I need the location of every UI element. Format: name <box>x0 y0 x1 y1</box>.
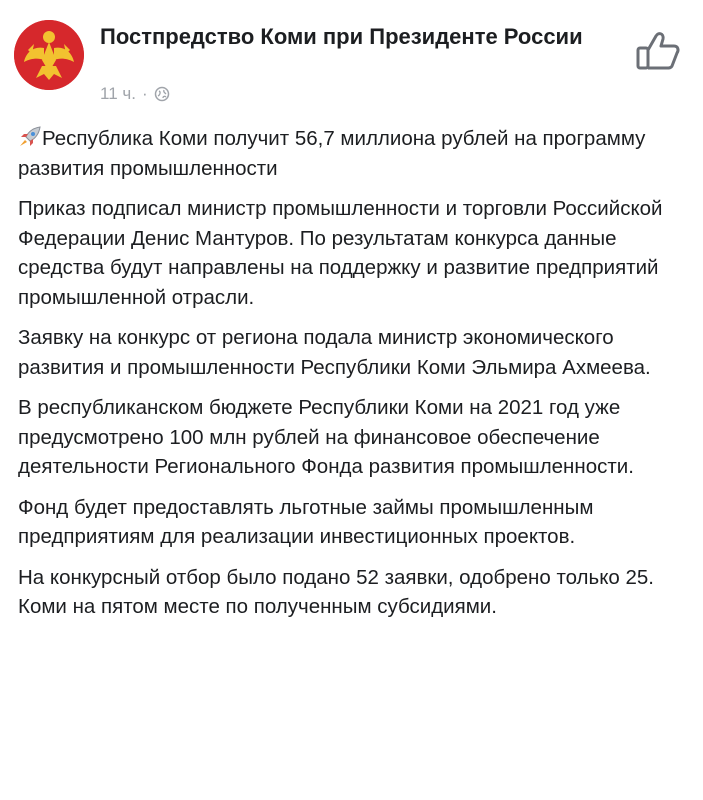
komi-emblem-icon <box>14 20 84 90</box>
like-button[interactable] <box>634 28 682 72</box>
post-time[interactable]: 11 ч. <box>100 84 136 103</box>
post-paragraph: Фонд будет предоставлять льготные займы промышленным предприятиям для реализации инвестиционных проектов. <box>18 495 594 548</box>
headline-text: Республика Коми получит 56,7 миллиона рублей на программу развития промышленности <box>18 127 646 180</box>
post-body <box>18 124 690 633</box>
page-avatar[interactable] <box>14 20 84 90</box>
post-paragraph: В республиканском бюджете Республики Коми на 2021 год уже предусмотрено 100 млн рублей на финансовое обеспечение деятельности Регионального Фонда развития промышленности. <box>18 396 634 478</box>
meta-separator: · <box>141 84 148 103</box>
globe-icon <box>154 86 170 102</box>
thumbs-up-outline-icon <box>634 28 682 72</box>
post-paragraph <box>18 124 690 183</box>
post-header <box>0 0 703 120</box>
post-paragraph: Заявку на конкурс от региона подала министр экономического развития и промышленности Республики Коми Эльмира Ахмеева. <box>18 326 651 379</box>
rocket-icon <box>18 126 42 148</box>
post-paragraph: Приказ подписал министр промышленности и торговли Российской Федерации Денис Мантуров. По результатам конкурса данные средства будут направлены на поддержку и развитие предприятий промышленной отрасли. <box>18 197 663 309</box>
post-paragraph: На конкурсный отбор было подано 52 заявки, одобрено только 25. Коми на пятом месте по полученным субсидиями. <box>18 565 654 618</box>
page-name[interactable]: Постпредство Коми при Президенте России <box>100 24 583 49</box>
post-meta <box>100 84 170 104</box>
